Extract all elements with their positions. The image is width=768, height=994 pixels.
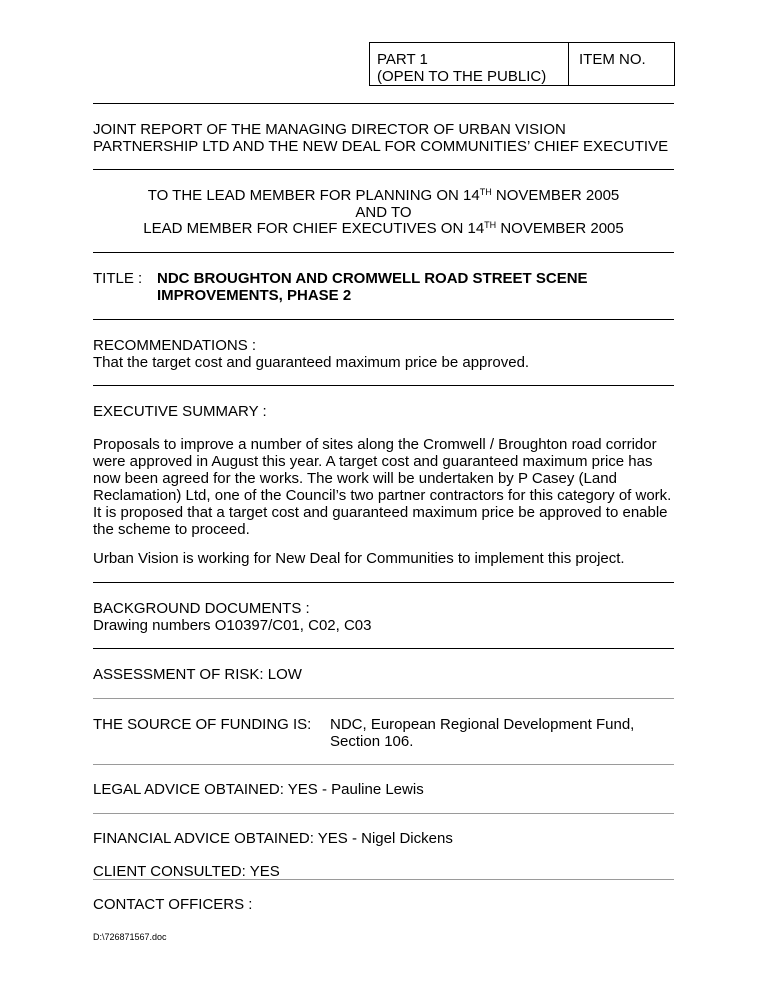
summary-line: now been agreed for the works. The work will be undertaken by P Casey (Land bbox=[93, 470, 617, 487]
report-line-2: PARTNERSHIP LTD AND THE NEW DEAL FOR COMMUNITIES’ CHIEF EXECUTIVE bbox=[93, 138, 669, 155]
addressee-line-2: AND TO bbox=[355, 204, 412, 221]
open-to-public-label: (OPEN TO THE PUBLIC) bbox=[377, 68, 547, 85]
box-divider bbox=[568, 43, 569, 85]
divider-2 bbox=[93, 169, 674, 170]
recommendations-section bbox=[93, 337, 529, 371]
divider-6 bbox=[93, 582, 674, 583]
summary-line: the scheme to proceed. bbox=[93, 521, 250, 538]
divider-4 bbox=[93, 319, 674, 320]
report-line-1: JOINT REPORT OF THE MANAGING DIRECTOR OF URBAN VISION bbox=[93, 121, 566, 138]
part-item-box bbox=[369, 42, 675, 86]
title-line-1: NDC BROUGHTON AND CROMWELL ROAD STREET SCENE bbox=[157, 270, 588, 287]
executive-summary-paragraph bbox=[93, 436, 671, 538]
addressee-line-1: TO THE LEAD MEMBER FOR PLANNING ON 14TH NOVEMBER 2005 bbox=[147, 187, 620, 204]
funding-line-1: NDC, European Regional Development Fund, bbox=[330, 716, 635, 733]
summary-line: It is proposed that a target cost and guaranteed maximum price be approved to enable bbox=[93, 504, 668, 521]
summary-line: Proposals to improve a number of sites along the Cromwell / Broughton road corridor bbox=[93, 436, 657, 453]
divider-8 bbox=[93, 698, 674, 699]
report-heading bbox=[93, 121, 668, 155]
funding-label: THE SOURCE OF FUNDING IS: bbox=[93, 716, 312, 733]
page-title bbox=[157, 270, 588, 304]
part-cell bbox=[377, 51, 546, 85]
divider-3 bbox=[93, 252, 674, 253]
background-heading: BACKGROUND DOCUMENTS : bbox=[93, 600, 310, 617]
item-no-label: ITEM NO. bbox=[579, 51, 646, 68]
title-line-2: IMPROVEMENTS, PHASE 2 bbox=[157, 287, 352, 304]
divider-1 bbox=[93, 103, 674, 104]
funding-sources bbox=[330, 716, 634, 750]
part-label: PART 1 bbox=[377, 51, 428, 68]
background-text: Drawing numbers O10397/C01, C02, C03 bbox=[93, 617, 372, 634]
recommendations-heading: RECOMMENDATIONS : bbox=[93, 337, 257, 354]
addressee-line-3: LEAD MEMBER FOR CHIEF EXECUTIVES ON 14TH NOVEMBER 2005 bbox=[143, 220, 624, 237]
divider-10 bbox=[93, 813, 674, 814]
divider-7 bbox=[93, 648, 674, 649]
divider-11 bbox=[93, 879, 674, 880]
client-consulted: CLIENT CONSULTED: YES bbox=[93, 863, 280, 880]
financial-advice: FINANCIAL ADVICE OBTAINED: YES - Nigel Dickens bbox=[93, 830, 453, 847]
contact-officers: CONTACT OFFICERS : bbox=[93, 896, 253, 913]
summary-line: Reclamation) Ltd, one of the Council’s two partner contractors for this category of work. bbox=[93, 487, 672, 504]
divider-9 bbox=[93, 764, 674, 765]
divider-5 bbox=[93, 385, 674, 386]
background-section bbox=[93, 600, 371, 634]
executive-summary-heading: EXECUTIVE SUMMARY : bbox=[93, 403, 267, 420]
recommendations-text: That the target cost and guaranteed maximum price be approved. bbox=[93, 354, 530, 371]
legal-advice: LEGAL ADVICE OBTAINED: YES - Pauline Lewis bbox=[93, 781, 424, 798]
summary-line: were approved in August this year. A target cost and guaranteed maximum price has bbox=[93, 453, 653, 470]
funding-line-2: Section 106. bbox=[330, 733, 414, 750]
risk-assessment: ASSESSMENT OF RISK: LOW bbox=[93, 666, 302, 683]
executive-summary-note: Urban Vision is working for New Deal for Communities to implement this project. bbox=[93, 550, 625, 567]
title-label: TITLE : bbox=[93, 270, 143, 287]
footer-filename: D:\726871567.doc bbox=[93, 932, 167, 942]
